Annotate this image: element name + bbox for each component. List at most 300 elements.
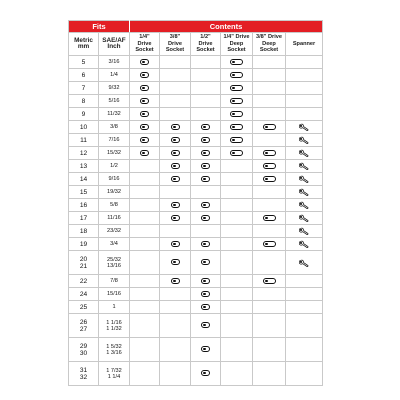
d14-cell (130, 338, 160, 362)
cell-value: 5/16 (108, 98, 120, 104)
socket-icon (201, 163, 210, 169)
column-header (221, 33, 253, 56)
metric-cell (69, 69, 99, 82)
socket-icon (201, 370, 210, 376)
d12-cell (191, 147, 221, 160)
column-header-line: Drive (168, 40, 182, 47)
socket-icon (171, 176, 180, 182)
cell-value: 1/2 (110, 163, 118, 169)
cell-value: 20 (79, 255, 88, 263)
d38-cell (160, 160, 191, 173)
deep-socket-icon (263, 163, 276, 169)
spanner-cell (286, 251, 323, 275)
socket-icon (171, 202, 180, 208)
deep38-cell (253, 212, 286, 225)
deep-socket-icon (263, 150, 276, 156)
sae-cell (99, 338, 130, 362)
deep38-cell (253, 160, 286, 173)
deep38-cell (253, 82, 286, 95)
deep38-cell (253, 338, 286, 362)
table-row (69, 147, 323, 160)
cell-value: 1 (112, 304, 116, 310)
cell-value: 1 1/16 (106, 319, 122, 326)
deep38-cell (253, 95, 286, 108)
sae-cell (99, 108, 130, 121)
socket-icon (140, 137, 149, 143)
d12-cell (191, 56, 221, 69)
deep-socket-icon (263, 241, 276, 247)
spanner-cell (286, 301, 323, 314)
d14-cell (130, 134, 160, 147)
deep14-cell (221, 212, 253, 225)
deep14-cell (221, 314, 253, 338)
spanner-cell (286, 160, 323, 173)
socket-icon (140, 150, 149, 156)
d14-cell (130, 212, 160, 225)
socket-icon (140, 85, 149, 91)
cell-value: 18 (79, 227, 88, 235)
spanner-cell (286, 69, 323, 82)
spanner-cell (286, 95, 323, 108)
table-row (69, 362, 323, 386)
d14-cell (130, 160, 160, 173)
metric-cell (69, 134, 99, 147)
spanner-icon (299, 240, 309, 248)
d12-cell (191, 301, 221, 314)
sae-cell (99, 275, 130, 288)
deep14-cell (221, 238, 253, 251)
cell-value: 23/32 (107, 228, 121, 234)
table-row (69, 173, 323, 186)
spanner-icon (299, 123, 309, 131)
metric-cell (69, 275, 99, 288)
cell-value: 15/32 (107, 150, 121, 156)
d14-cell (130, 95, 160, 108)
cell-value: 15/16 (107, 291, 121, 297)
deep-socket-icon (263, 278, 276, 284)
deep-socket-icon (230, 59, 243, 65)
sae-cell (99, 362, 130, 386)
socket-icon (201, 304, 210, 310)
cell-value: 1 1/4 (107, 373, 121, 380)
table-row (69, 212, 323, 225)
header-row (69, 21, 323, 33)
cell-value: 27 (79, 325, 88, 333)
metric-cell (69, 301, 99, 314)
cell-value: 3/8 (110, 124, 118, 130)
metric-cell (69, 314, 99, 338)
cell-value: 22 (79, 277, 88, 285)
d14-cell (130, 288, 160, 301)
spanner-icon (299, 227, 309, 235)
table-row (69, 95, 323, 108)
cell-value: 14 (79, 175, 88, 183)
metric-cell (69, 186, 99, 199)
sae-cell (99, 212, 130, 225)
cell-value: 19/32 (107, 189, 121, 195)
table-row (69, 314, 323, 338)
sae-cell (99, 56, 130, 69)
spanner-cell (286, 56, 323, 69)
d14-cell (130, 69, 160, 82)
metric-cell (69, 225, 99, 238)
metric-cell (69, 288, 99, 301)
cell-value: 19 (79, 240, 88, 248)
deep38-cell (253, 108, 286, 121)
cell-value: 3/16 (108, 59, 120, 65)
metric-cell (69, 238, 99, 251)
table-row (69, 160, 323, 173)
deep14-cell (221, 147, 253, 160)
d14-cell (130, 108, 160, 121)
cell-value: 9/32 (108, 85, 120, 91)
d12-cell (191, 186, 221, 199)
socket-icon (201, 124, 210, 130)
d38-cell (160, 82, 191, 95)
table-row (69, 288, 323, 301)
spanner-cell (286, 173, 323, 186)
metric-cell (69, 108, 99, 121)
spanner-cell (286, 186, 323, 199)
table-row (69, 238, 323, 251)
d14-cell (130, 314, 160, 338)
cell-value: 15 (79, 188, 88, 196)
cell-value: 11/16 (107, 215, 121, 221)
metric-cell (69, 173, 99, 186)
deep38-cell (253, 186, 286, 199)
column-header-line: Socket (165, 47, 185, 54)
sae-cell (99, 314, 130, 338)
sae-cell (99, 186, 130, 199)
fits-header: Fits (69, 21, 130, 33)
d12-cell (191, 314, 221, 338)
spanner-cell (286, 147, 323, 160)
socket-icon (171, 163, 180, 169)
sae-cell (99, 95, 130, 108)
d38-cell (160, 147, 191, 160)
d12-cell (191, 173, 221, 186)
deep38-cell (253, 56, 286, 69)
cell-value: 9/16 (108, 176, 120, 182)
column-header-line: Spanner (292, 40, 316, 47)
sae-cell (99, 238, 130, 251)
cell-value: 31 (79, 366, 88, 374)
socket-icon (201, 215, 210, 221)
d38-cell (160, 95, 191, 108)
cell-value: 7 (81, 84, 86, 92)
spanner-cell (286, 314, 323, 338)
d12-cell (191, 275, 221, 288)
deep38-cell (253, 134, 286, 147)
deep14-cell (221, 173, 253, 186)
socket-icon (201, 137, 210, 143)
metric-cell (69, 362, 99, 386)
deep14-cell (221, 301, 253, 314)
table-row (69, 199, 323, 212)
socket-icon (171, 278, 180, 284)
column-header-line: Inch (107, 43, 121, 50)
spanner-icon (299, 175, 309, 183)
column-header (69, 33, 99, 56)
deep38-cell (253, 69, 286, 82)
column-header-line: 3/8" Drive (256, 34, 282, 41)
spanner-cell (286, 199, 323, 212)
d38-cell (160, 301, 191, 314)
d14-cell (130, 186, 160, 199)
d38-cell (160, 121, 191, 134)
d14-cell (130, 275, 160, 288)
d38-cell (160, 212, 191, 225)
column-header-row (69, 33, 323, 56)
spanner-cell (286, 121, 323, 134)
deep-socket-icon (263, 124, 276, 130)
cell-value: 9 (81, 110, 86, 118)
deep-socket-icon (230, 72, 243, 78)
d38-cell (160, 108, 191, 121)
d38-cell (160, 288, 191, 301)
socket-icon (201, 278, 210, 284)
spanner-cell (286, 212, 323, 225)
sae-cell (99, 147, 130, 160)
deep14-cell (221, 338, 253, 362)
column-header-line: Deep (262, 40, 276, 47)
d12-cell (191, 238, 221, 251)
table-row (69, 121, 323, 134)
sae-cell (99, 160, 130, 173)
d14-cell (130, 147, 160, 160)
socket-icon (140, 124, 149, 130)
sae-cell (99, 134, 130, 147)
column-header (286, 33, 323, 56)
spanner-cell (286, 362, 323, 386)
d14-cell (130, 301, 160, 314)
d38-cell (160, 251, 191, 275)
table-row (69, 186, 323, 199)
column-header-line: 1/4" (139, 34, 150, 41)
column-header-line: 1/2" (200, 34, 211, 41)
deep38-cell (253, 199, 286, 212)
spanner-icon (299, 201, 309, 209)
column-header-line: 3/8" (169, 34, 181, 41)
cell-value: 5 (81, 58, 86, 66)
cell-value: 26 (79, 318, 88, 326)
sae-cell (99, 199, 130, 212)
spanner-cell (286, 134, 323, 147)
metric-cell (69, 338, 99, 362)
column-header (130, 33, 160, 56)
cell-value: 6 (81, 71, 86, 79)
deep38-cell (253, 362, 286, 386)
deep-socket-icon (230, 85, 243, 91)
d12-cell (191, 362, 221, 386)
socket-icon (171, 150, 180, 156)
metric-cell (69, 82, 99, 95)
d14-cell (130, 173, 160, 186)
spanner-icon (299, 162, 309, 170)
d12-cell (191, 288, 221, 301)
socket-icon (201, 346, 210, 352)
cell-value: 16 (79, 201, 88, 209)
column-header (191, 33, 221, 56)
sae-cell (99, 251, 130, 275)
socket-icon (171, 259, 180, 265)
d14-cell (130, 82, 160, 95)
deep-socket-icon (230, 98, 243, 104)
column-header-line: Socket (135, 47, 154, 54)
d12-cell (191, 121, 221, 134)
cell-value: 12 (79, 149, 88, 157)
column-header-line: Socket (227, 47, 246, 54)
deep14-cell (221, 134, 253, 147)
deep38-cell (253, 147, 286, 160)
cell-value: 17 (79, 214, 88, 222)
socket-icon (201, 322, 210, 328)
socket-icon (171, 124, 180, 130)
table-row (69, 301, 323, 314)
spanner-cell (286, 275, 323, 288)
cell-value: 1 1/32 (106, 325, 122, 332)
cell-value: 10 (79, 123, 88, 131)
table-row (69, 134, 323, 147)
deep-socket-icon (230, 137, 243, 143)
table-row (69, 56, 323, 69)
d12-cell (191, 338, 221, 362)
d12-cell (191, 225, 221, 238)
column-header-line: Drive (137, 40, 152, 47)
deep14-cell (221, 199, 253, 212)
table-row (69, 108, 323, 121)
deep14-cell (221, 108, 253, 121)
socket-icon (201, 202, 210, 208)
table-row (69, 275, 323, 288)
metric-cell (69, 160, 99, 173)
spanner-cell (286, 238, 323, 251)
cell-value: 1/4 (110, 72, 118, 78)
cell-value: 24 (79, 290, 88, 298)
cell-value: 29 (79, 342, 88, 350)
sae-cell (99, 301, 130, 314)
deep38-cell (253, 301, 286, 314)
cell-value: 1 5/32 (106, 343, 122, 350)
deep-socket-icon (263, 215, 276, 221)
socket-icon (201, 259, 210, 265)
deep14-cell (221, 69, 253, 82)
table-row (69, 338, 323, 362)
cell-value: 13 (79, 162, 88, 170)
metric-cell (69, 95, 99, 108)
d38-cell (160, 69, 191, 82)
deep14-cell (221, 82, 253, 95)
column-header-line: Deep (229, 40, 244, 47)
metric-cell (69, 147, 99, 160)
column-header-line: SAE/AF (102, 36, 126, 44)
sae-cell (99, 288, 130, 301)
d38-cell (160, 56, 191, 69)
deep38-cell (253, 288, 286, 301)
column-header (99, 33, 130, 56)
metric-cell (69, 121, 99, 134)
chart-body (69, 56, 323, 386)
socket-icon (140, 98, 149, 104)
cell-value: 25/32 (107, 256, 121, 263)
spanner-icon (299, 136, 309, 144)
column-header (253, 33, 286, 56)
sae-cell (99, 225, 130, 238)
contents-header: Contents (130, 21, 323, 33)
column-header-line: Drive (198, 40, 213, 47)
cell-value: 1 3/16 (106, 349, 122, 356)
d12-cell (191, 69, 221, 82)
deep38-cell (253, 121, 286, 134)
d12-cell (191, 160, 221, 173)
deep38-cell (253, 238, 286, 251)
sae-cell (99, 82, 130, 95)
column-header (160, 33, 191, 56)
spanner-cell (286, 82, 323, 95)
metric-cell (69, 199, 99, 212)
table-row (69, 225, 323, 238)
d14-cell (130, 199, 160, 212)
table-row (69, 251, 323, 275)
d12-cell (191, 108, 221, 121)
deep14-cell (221, 225, 253, 238)
cell-value: 8 (81, 97, 86, 105)
cell-value: 11/32 (107, 111, 121, 117)
spanner-cell (286, 338, 323, 362)
cell-value: 11 (80, 136, 87, 144)
column-header-line: Socket (259, 47, 279, 54)
cell-value: 30 (79, 349, 88, 357)
spanner-cell (286, 225, 323, 238)
d14-cell (130, 362, 160, 386)
sae-cell (99, 121, 130, 134)
d38-cell (160, 134, 191, 147)
deep-socket-icon (230, 111, 243, 117)
socket-size-chart (68, 20, 323, 386)
deep14-cell (221, 362, 253, 386)
d38-cell (160, 275, 191, 288)
deep-socket-icon (230, 150, 243, 156)
socket-icon (201, 176, 210, 182)
metric-cell (69, 56, 99, 69)
spanner-icon (299, 149, 309, 157)
table-row (69, 82, 323, 95)
deep14-cell (221, 121, 253, 134)
d14-cell (130, 251, 160, 275)
deep38-cell (253, 275, 286, 288)
cell-value: 7/8 (110, 278, 118, 284)
spanner-icon (299, 259, 309, 267)
deep-socket-icon (263, 176, 276, 182)
deep14-cell (221, 186, 253, 199)
cell-value: 32 (79, 373, 88, 381)
d14-cell (130, 225, 160, 238)
cell-value: 5/8 (110, 202, 118, 208)
column-header-line: 1/4" Drive (223, 34, 250, 41)
deep38-cell (253, 314, 286, 338)
d14-cell (130, 121, 160, 134)
cell-value: 13/16 (107, 262, 121, 269)
d12-cell (191, 134, 221, 147)
d14-cell (130, 56, 160, 69)
deep14-cell (221, 288, 253, 301)
spanner-icon (299, 188, 309, 196)
socket-icon (140, 59, 149, 65)
d38-cell (160, 225, 191, 238)
cell-value: 21 (79, 262, 88, 270)
table-row (69, 69, 323, 82)
socket-icon (171, 215, 180, 221)
